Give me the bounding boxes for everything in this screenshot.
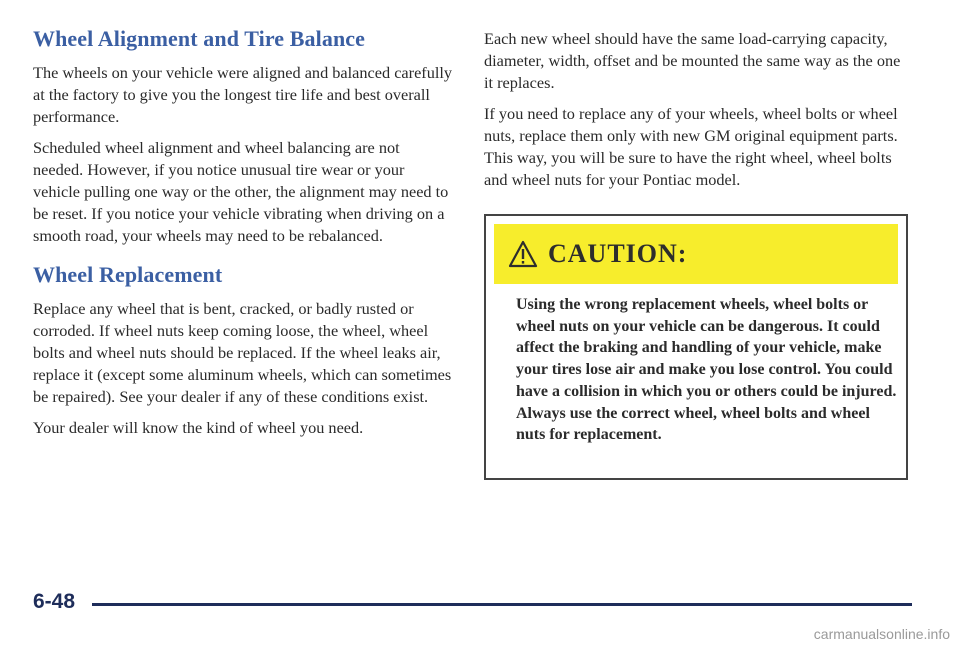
caution-box xyxy=(484,214,908,480)
paragraph-replacement-conditions: Replace any wheel that is bent, cracked, or badly rusted or corroded. If wheel nuts keep coming loose, the wheel, wheel bolts and wheel nuts should be replaced. If the wheel leaks air, replace it (except some aluminum wheels, which can sometimes be repaired). See your dealer if any of these conditions exist. xyxy=(33,299,452,406)
caution-banner xyxy=(494,224,898,284)
footer-rule xyxy=(92,603,912,606)
caution-title: CAUTION: xyxy=(548,239,688,268)
section-heading-wheel-replacement: Wheel Replacement xyxy=(33,262,223,288)
paragraph-alignment-schedule: Scheduled wheel alignment and wheel balancing are not needed. However, if you notice unusual tire wear or your vehicle pulling one way or the other, the alignment may need to be reset. If you notice your vehicle vibrating when driving on a smooth road, your wheels may need to be rebalanced. xyxy=(33,138,449,245)
paragraph-dealer-note: Your dealer will know the kind of wheel you need. xyxy=(33,418,364,438)
paragraph-new-wheel-spec: Each new wheel should have the same load-carrying capacity, diameter, width, offset and be mounted the same way as the one it replaces. xyxy=(484,29,901,92)
left-column xyxy=(33,26,453,449)
paragraph-alignment-intro: The wheels on your vehicle were aligned and balanced carefully at the factory to give you the longest tire life and best overall performance. xyxy=(33,63,453,126)
page-number: 6-48 xyxy=(33,590,76,613)
warning-triangle-icon xyxy=(508,240,538,268)
section-heading-wheel-alignment: Wheel Alignment and Tire Balance xyxy=(33,26,366,51)
caution-text: Using the wrong replacement wheels, wheel bolts or wheel nuts on your vehicle can be dangerous. It could affect the braking and handling of your vehicle, make your tires lose air and make you lose control. You could have a collision in which you or others could be injured. Always use the correct wheel, wheel bolts and wheel nuts for replacement. xyxy=(516,296,897,444)
paragraph-gm-parts: If you need to replace any of your wheels, wheel bolts or wheel nuts, replace them only with new GM original equipment parts. This way, you will be sure to have the right wheel, wheel bolts and wheel nuts for your Pontiac model. xyxy=(484,104,898,189)
watermark: carmanualsonline.info xyxy=(813,626,950,642)
right-column xyxy=(484,28,912,201)
